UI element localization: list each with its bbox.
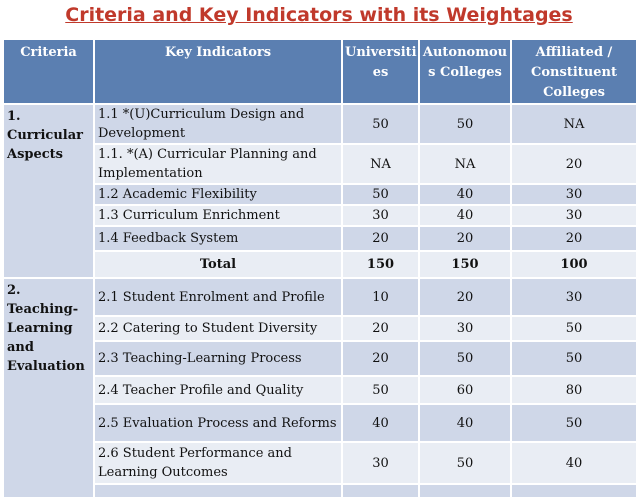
table-row — [3, 144, 637, 184]
row-indicator: 1.1 *(U)Curriculum Design and Development — [94, 104, 342, 144]
table-row — [3, 205, 637, 226]
header-row — [3, 39, 637, 104]
header-autonomous: Autonomou s Colleges — [419, 39, 511, 104]
total-autonomous: 150 — [419, 251, 511, 278]
criterion-2: 2. Teaching-Learning and Evaluation — [3, 278, 94, 498]
row-autonomous: 50 — [419, 104, 511, 144]
row-affiliated: 80 — [511, 376, 637, 404]
header-universities: Universiti es — [342, 39, 419, 104]
row-indicator: 2.1 Student Enrolment and Profile — [94, 278, 342, 316]
empty-cell — [342, 484, 419, 498]
row-indicator: 2.2 Catering to Student Diversity — [94, 316, 342, 341]
slide-title — [0, 4, 638, 32]
row-universities: 10 — [342, 278, 419, 316]
row-autonomous: 50 — [419, 442, 511, 484]
table-row-partial — [3, 484, 637, 498]
row-indicator: 2.6 Student Performance and Learning Outcomes — [94, 442, 342, 484]
row-affiliated: 20 — [511, 226, 637, 251]
row-universities: 20 — [342, 341, 419, 376]
row-indicator: 1.2 Academic Flexibility — [94, 184, 342, 205]
row-affiliated: 30 — [511, 184, 637, 205]
table-row — [3, 226, 637, 251]
row-universities: 20 — [342, 226, 419, 251]
total-affiliated: 100 — [511, 251, 637, 278]
row-autonomous: 30 — [419, 316, 511, 341]
total-label: Total — [94, 251, 342, 278]
row-affiliated: 50 — [511, 404, 637, 442]
row-universities: 40 — [342, 404, 419, 442]
row-affiliated: 50 — [511, 316, 637, 341]
row-affiliated: 30 — [511, 205, 637, 226]
row-universities: 30 — [342, 205, 419, 226]
empty-cell — [419, 484, 511, 498]
row-autonomous: 60 — [419, 376, 511, 404]
row-autonomous: 20 — [419, 226, 511, 251]
header-affiliated: Affiliated / Constituent Colleges — [511, 39, 637, 104]
slide-title-text: Criteria and Key Indicators with its Weightages — [65, 4, 573, 26]
row-universities: 50 — [342, 376, 419, 404]
row-universities: 30 — [342, 442, 419, 484]
table-row — [3, 184, 637, 205]
row-affiliated: 50 — [511, 341, 637, 376]
row-affiliated: NA — [511, 104, 637, 144]
total-universities: 150 — [342, 251, 419, 278]
criterion-1: 1. Curricular Aspects — [3, 104, 94, 278]
row-autonomous: NA — [419, 144, 511, 184]
table-row — [3, 278, 637, 316]
row-indicator: 1.3 Curriculum Enrichment — [94, 205, 342, 226]
weightage-table — [2, 38, 638, 499]
row-affiliated: 40 — [511, 442, 637, 484]
row-autonomous: 50 — [419, 341, 511, 376]
row-indicator: 1.4 Feedback System — [94, 226, 342, 251]
row-universities: NA — [342, 144, 419, 184]
total-row — [3, 251, 637, 278]
header-key-indicators: Key Indicators — [94, 39, 342, 104]
row-indicator: 2.4 Teacher Profile and Quality — [94, 376, 342, 404]
table-row — [3, 341, 637, 376]
empty-cell — [94, 484, 342, 498]
row-affiliated: 20 — [511, 144, 637, 184]
table-row — [3, 404, 637, 442]
row-indicator: 2.3 Teaching-Learning Process — [94, 341, 342, 376]
row-universities: 50 — [342, 104, 419, 144]
table-row — [3, 376, 637, 404]
empty-cell — [511, 484, 637, 498]
table-row — [3, 316, 637, 341]
row-autonomous: 40 — [419, 205, 511, 226]
header-criteria: Criteria — [3, 39, 94, 104]
row-universities: 20 — [342, 316, 419, 341]
table-row — [3, 104, 637, 144]
row-affiliated: 30 — [511, 278, 637, 316]
row-autonomous: 20 — [419, 278, 511, 316]
row-autonomous: 40 — [419, 184, 511, 205]
row-autonomous: 40 — [419, 404, 511, 442]
row-indicator: 1.1. *(A) Curricular Planning and Implementation — [94, 144, 342, 184]
row-indicator: 2.5 Evaluation Process and Reforms — [94, 404, 342, 442]
row-universities: 50 — [342, 184, 419, 205]
